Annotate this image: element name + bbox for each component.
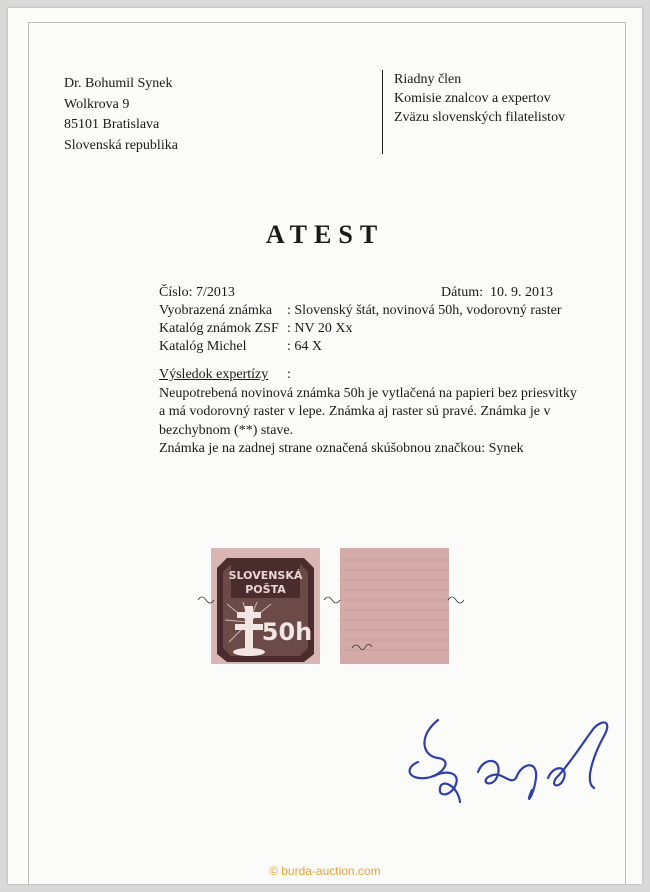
stamp-value: : Slovenský štát, novinová 50h, vodorovný raster	[287, 303, 562, 318]
watermark-text: burda-auction.com	[281, 864, 381, 878]
date-label: Dátum:	[441, 285, 483, 300]
sender-address	[64, 74, 178, 156]
expert-result	[159, 366, 577, 459]
stamp-label: Vyobrazená známka	[159, 303, 273, 318]
pencil-marks	[196, 592, 496, 608]
membership-info	[394, 70, 565, 127]
zsf-value: : NV 20 Xx	[287, 321, 353, 336]
sender-street: Wolkrova 9	[64, 96, 130, 112]
result-colon: :	[287, 367, 291, 382]
michel-value: : 64 X	[287, 339, 322, 354]
sender-name: Dr. Bohumil Synek	[64, 76, 173, 91]
certificate-number: Číslo: 7/2013	[159, 285, 235, 300]
result-label: Výsledok expertízy	[159, 367, 269, 382]
header-divider	[382, 70, 383, 154]
result-line-2: a má vodorovný raster v lepe. Známka aj raster sú pravé. Známka je v	[159, 404, 551, 419]
membership-line-3: Zväzu slovenských filatelistov	[394, 110, 566, 125]
sender-city: 85101 Bratislava	[64, 117, 160, 132]
stamp-value: 50h	[261, 618, 313, 646]
stamp-text-bottom: POŠTA	[245, 583, 286, 596]
result-line-3: bezchybnom (**) stave.	[159, 422, 294, 438]
zsf-label: Katalóg známok ZSF	[159, 321, 279, 336]
stamp-hills	[233, 648, 265, 656]
membership-line-1: Riadny člen	[394, 72, 462, 87]
date-value: 10. 9. 2013	[490, 285, 553, 300]
signature	[398, 716, 623, 820]
signature-graphic	[398, 716, 623, 820]
result-line-4: Známka je na zadnej strane označená skúšobnou značkou: Synek	[159, 441, 524, 456]
michel-label: Katalóg Michel	[159, 339, 247, 354]
watermark	[0, 864, 650, 878]
copyright-icon: ©	[269, 864, 279, 878]
stamp-text-top: SLOVENSKÁ	[228, 569, 303, 582]
sender-country: Slovenská republika	[64, 137, 178, 153]
certificate-title: ATEST	[265, 220, 385, 249]
membership-line-2: Komisie znalcov a expertov	[394, 91, 551, 106]
result-line-1: Neupotrebená novinová známka 50h je vytlačená na papieri bez priesvitky	[159, 385, 577, 401]
